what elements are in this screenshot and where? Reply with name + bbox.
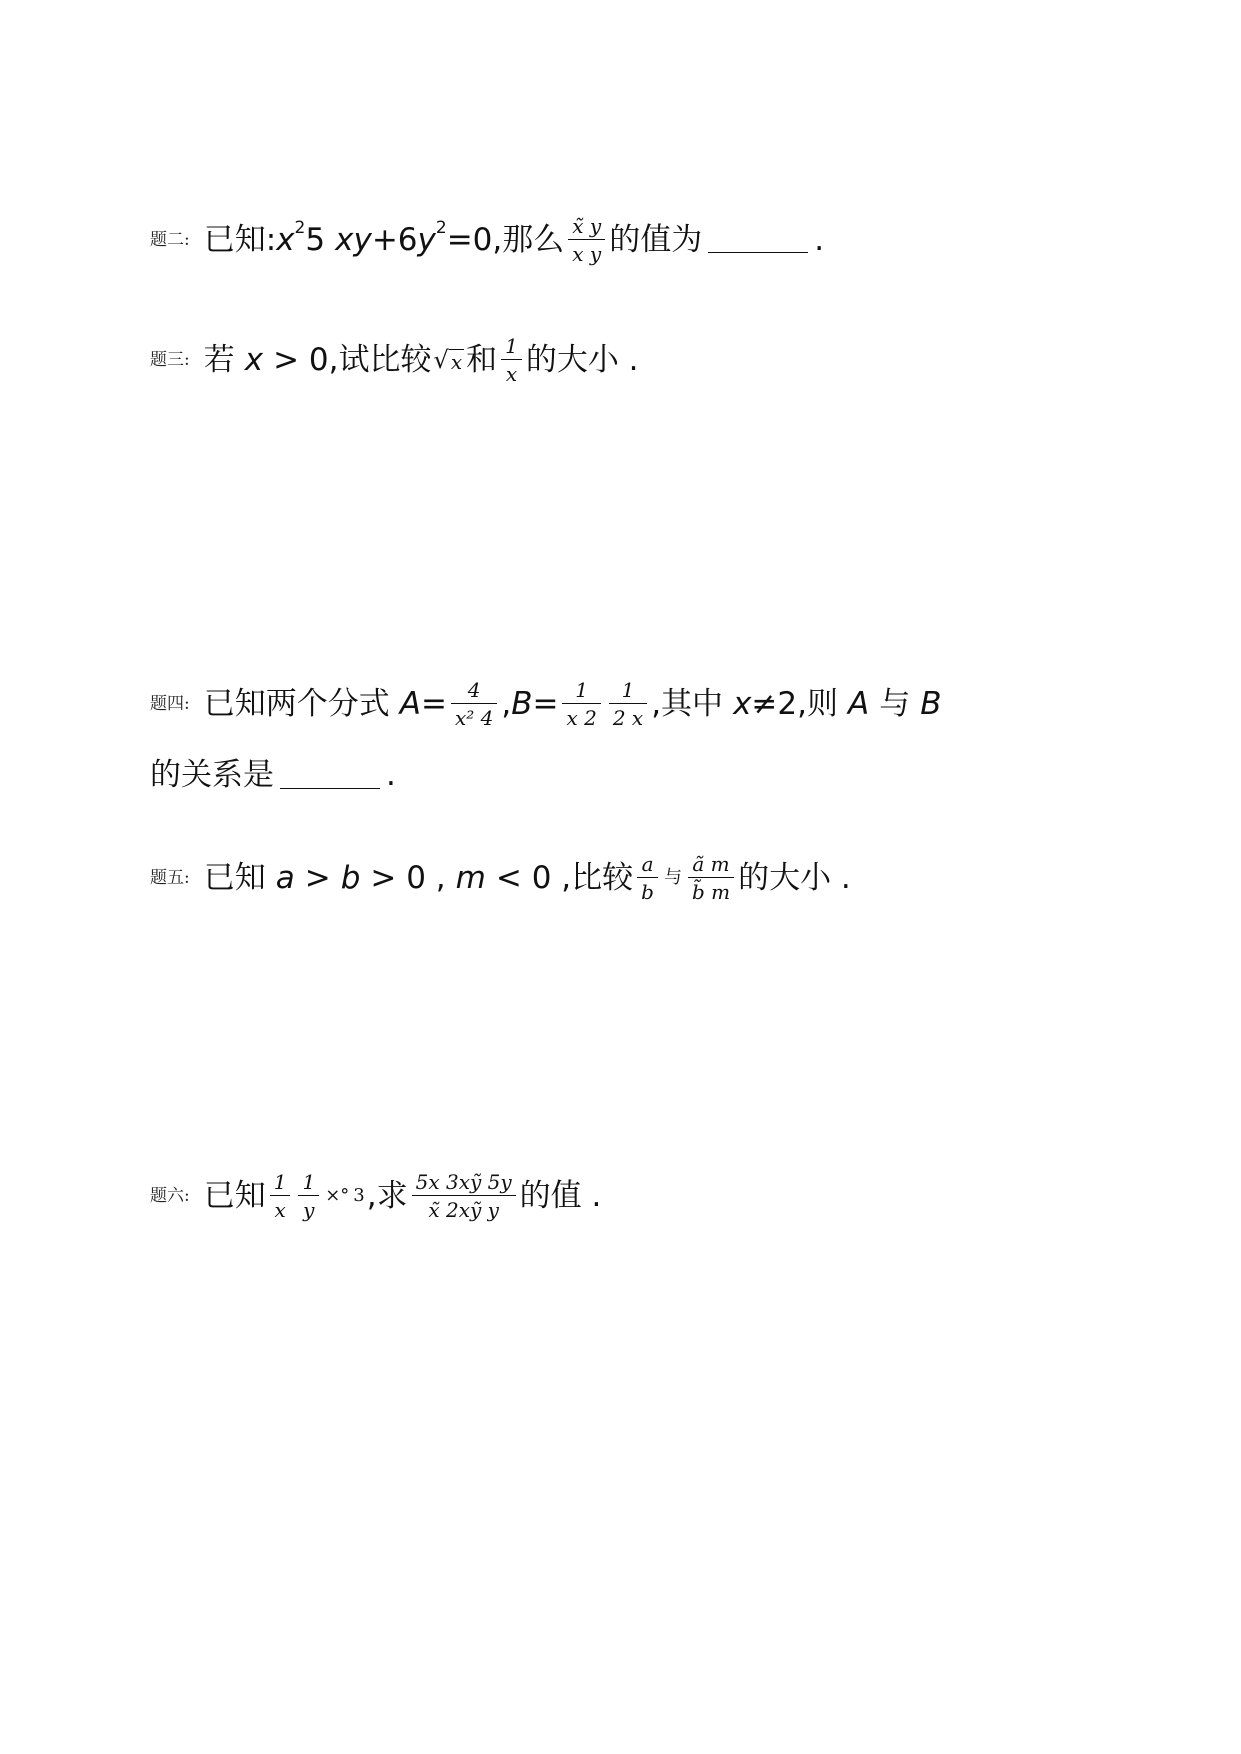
text: 与	[663, 867, 682, 888]
equals: =	[420, 685, 447, 722]
condition: < 0 ,	[495, 859, 572, 896]
var-A: A	[399, 685, 421, 722]
question-4-continued	[150, 757, 396, 793]
denominator: b̃ m	[691, 880, 731, 904]
text: 若	[203, 341, 235, 378]
text: 已知	[203, 859, 266, 896]
text: 与	[879, 685, 911, 722]
var-b: b	[340, 859, 361, 896]
text: 和	[466, 341, 498, 378]
numerator: a	[641, 852, 654, 876]
numerator: 4	[467, 678, 481, 702]
text: 比较	[571, 859, 634, 896]
text: 已知:	[203, 221, 277, 258]
var-B: B	[920, 685, 942, 722]
text: ,试比较	[328, 341, 432, 378]
question-4	[150, 680, 941, 728]
greater-than: >	[304, 859, 331, 896]
text: ,求	[366, 1177, 408, 1214]
square-root: √ x	[433, 346, 463, 374]
fraction-a-over-b	[637, 854, 658, 902]
number-three: 3	[353, 1185, 365, 1206]
var-A: A	[847, 685, 870, 722]
fraction-A	[451, 680, 497, 728]
numerator: 1	[273, 1170, 287, 1194]
fraction	[568, 216, 605, 264]
denominator: b	[641, 880, 654, 904]
radicand: x	[450, 350, 463, 374]
question-label: 题六:	[150, 1185, 190, 1206]
var-x: x	[244, 341, 264, 378]
answer-blank	[708, 251, 808, 253]
not-equal-two: ≠2	[751, 685, 798, 722]
text: ,其中	[651, 685, 724, 722]
question-label: 题三:	[150, 349, 190, 370]
numerator: ã m	[692, 852, 730, 876]
denominator: x	[505, 362, 518, 386]
numerator: x̃ y	[572, 214, 602, 238]
numerator: 1	[621, 678, 635, 702]
plus-six: +6	[371, 221, 418, 258]
var-x: x	[276, 221, 295, 258]
numerator: 1	[505, 334, 518, 358]
text: 的关系是	[150, 757, 274, 793]
text: 的值为	[609, 221, 703, 258]
question-label: 题二:	[150, 229, 190, 250]
numerator: 1	[302, 1170, 316, 1194]
comma: ,	[501, 685, 512, 722]
term-xy: xy	[335, 221, 372, 258]
var-y: y	[417, 221, 436, 258]
fraction-2	[688, 854, 734, 902]
coefficient: 5	[305, 221, 326, 258]
denominator: x 2	[566, 706, 597, 730]
exponent: 2	[435, 217, 447, 238]
fraction-expression	[412, 1172, 516, 1220]
question-2	[150, 216, 824, 264]
fraction-1-over-y	[298, 1172, 319, 1220]
var-a: a	[275, 859, 295, 896]
text: 已知两个分式	[203, 685, 390, 722]
text: 的大小 .	[525, 341, 639, 378]
var-m: m	[455, 859, 486, 896]
fraction-B2	[609, 680, 647, 728]
period: .	[386, 757, 396, 793]
denominator: y	[303, 1198, 315, 1222]
text: 已知	[203, 1177, 266, 1214]
denominator: x² 4	[454, 706, 494, 730]
numerator: 5x 3xỹ 5y	[415, 1170, 512, 1194]
answer-blank	[280, 787, 380, 789]
equals-zero: =0	[446, 221, 493, 258]
symbol: ×°	[325, 1185, 350, 1206]
text: ,那么	[492, 221, 565, 258]
question-6	[150, 1172, 601, 1220]
numerator: 1	[575, 678, 588, 702]
denominator: x y	[572, 242, 602, 266]
denominator: 2 x	[612, 706, 644, 730]
fraction	[501, 336, 522, 384]
denominator: x	[274, 1198, 286, 1222]
text: 的大小 .	[738, 859, 851, 896]
var-B: B	[511, 685, 533, 722]
question-5	[150, 854, 851, 902]
exponent: 2	[294, 217, 306, 238]
text: ,则	[797, 685, 838, 722]
fraction-B1	[562, 680, 600, 728]
question-3	[150, 336, 639, 384]
denominator: x̃ 2xỹ y	[428, 1198, 499, 1222]
condition: > 0 ,	[370, 859, 446, 896]
var-x: x	[733, 685, 752, 722]
question-label: 题五:	[150, 867, 190, 888]
period: .	[814, 221, 825, 258]
equals: =	[532, 685, 559, 722]
fraction-1-over-x	[270, 1172, 291, 1220]
condition: > 0	[273, 341, 329, 378]
question-label: 题四:	[150, 693, 190, 714]
text: 的值 .	[519, 1177, 602, 1214]
